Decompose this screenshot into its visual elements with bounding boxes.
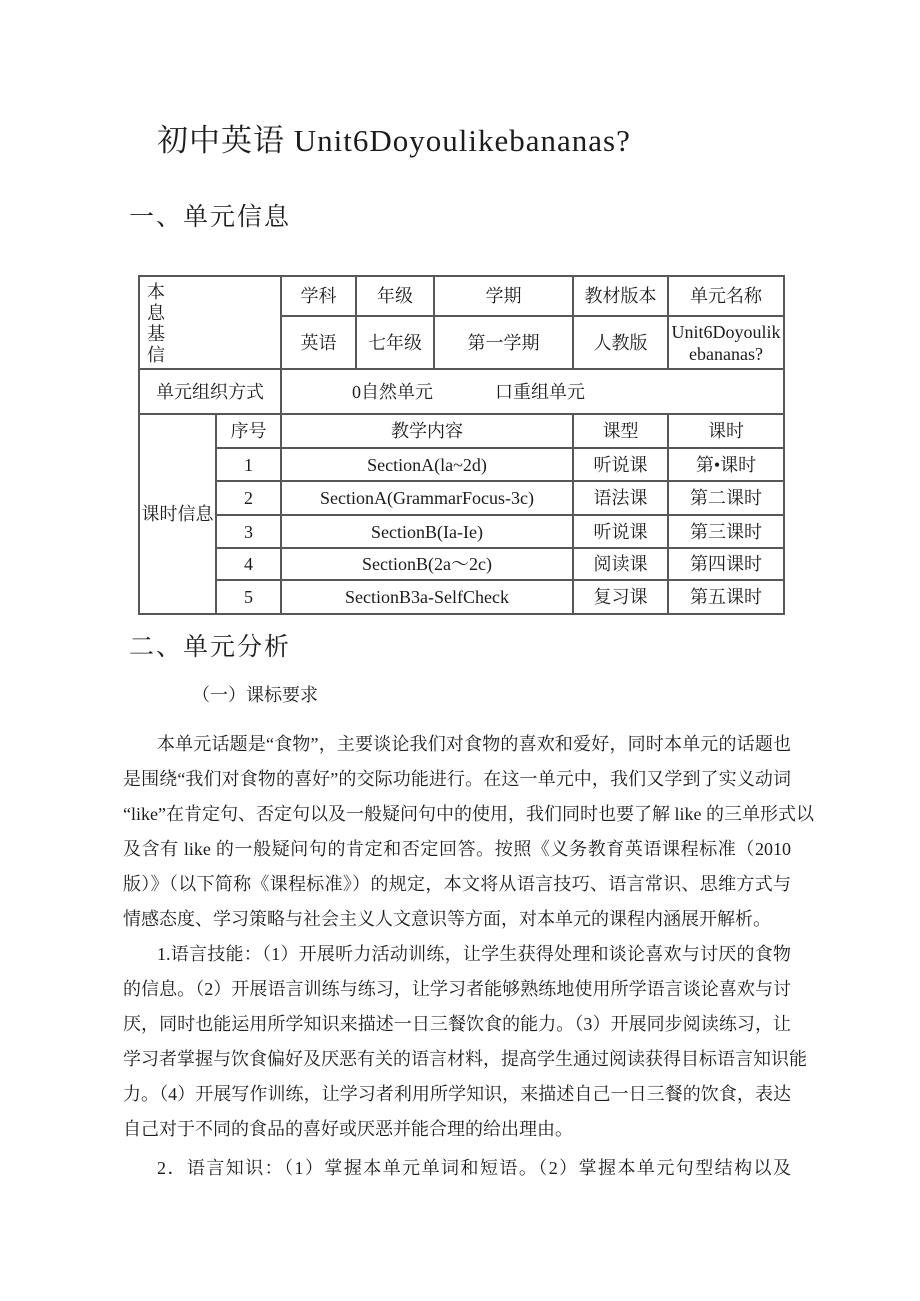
lesson-content: SectionA(la~2d): [281, 448, 573, 481]
lesson-header-content: 教学内容: [281, 414, 573, 448]
body-line: 本单元话题是“食物”，主要谈论我们对食物的喜欢和爱好，同时本单元的话题也: [157, 734, 791, 754]
body-line: 力。（4）开展写作训练，让学习者利用所学知识，来描述自己一日三餐的饮食，表达: [123, 1084, 791, 1104]
body-line: 的信息。（2）开展语言训练与练习，让学习者能够熟练地使用所学语言谈论喜欢与讨: [123, 979, 791, 999]
table-row: [139, 515, 784, 548]
lesson-no: 2: [216, 481, 281, 515]
lesson-type: 听说课: [573, 448, 668, 481]
body-line: 情感态度、学习策略与社会主义人文意识等方面，对本单元的课程内涵展开解析。: [123, 909, 771, 929]
lesson-header-no: 序号: [216, 414, 281, 448]
table-row: [139, 580, 784, 614]
unit-organization-options: [281, 369, 784, 414]
body-line: 版）》（以下简称《课程标准》）的规定，本文将从语言技巧、语言常识、思维方式与: [123, 874, 791, 894]
option-regrouped-unit: 口重组单元: [495, 381, 585, 402]
body-line: 及含有 like 的一般疑问句的肯定和否定回答。按照《义务教育英语课程标准（2010: [123, 839, 791, 859]
section-1-heading: 一、单元信息: [129, 204, 292, 231]
body-line: 1.语言技能：（1）开展听力活动训练，让学生获得处理和谈论喜欢与讨厌的食物: [157, 944, 791, 964]
unit-organization-label: 单元组织方式: [139, 369, 281, 414]
body-line: 学习者掌握与饮食偏好及厌恶有关的语言材料，提高学生通过阅读获得目标语言知识能: [123, 1049, 807, 1069]
lesson-no: 1: [216, 448, 281, 481]
document-title: 初中英语 Unit6Doyoulikebananas?: [157, 123, 631, 158]
body-line: “like”在肯定句、否定句以及一般疑问句中的使用，我们同时也要了解 like 的三单形式以: [123, 804, 814, 824]
body-text: [123, 727, 814, 1186]
unit-info-table: [138, 275, 785, 615]
body-line: 厌，同时也能运用所学知识来描述一日三餐饮食的能力。（3）开展同步阅读练习，让: [123, 1014, 791, 1034]
subsection-heading: （一）课标要求: [192, 685, 318, 705]
lesson-period: 第四课时: [668, 548, 784, 580]
lesson-header-type: 课型: [573, 414, 668, 448]
lesson-content: SectionB(Ia-Ie): [281, 515, 573, 548]
lesson-period: 第五课时: [668, 580, 784, 614]
table-row: [139, 448, 784, 481]
table-row: [139, 548, 784, 580]
lesson-period: 第二课时: [668, 481, 784, 515]
lesson-info-label: 课时信息: [139, 414, 216, 614]
basic-info-label-cell: [139, 276, 281, 369]
lesson-type: 语法课: [573, 481, 668, 515]
section-2-heading: 二、单元分析: [129, 634, 292, 661]
lesson-no: 5: [216, 580, 281, 614]
value-edition: 人教版: [573, 316, 668, 369]
lesson-content: SectionB(2a～2c): [281, 548, 573, 580]
lesson-no: 3: [216, 515, 281, 548]
lesson-content: SectionA(GrammarFocus-3c): [281, 481, 573, 515]
lesson-period: 第•课时: [668, 448, 784, 481]
header-edition: 教材版本: [573, 276, 668, 316]
basic-info-label: 本息基信: [147, 282, 165, 365]
value-grade: 七年级: [356, 316, 434, 369]
value-semester: 第一学期: [434, 316, 573, 369]
value-subject: 英语: [281, 316, 356, 369]
header-semester: 学期: [434, 276, 573, 316]
lesson-content: SectionB3a-SelfCheck: [281, 580, 573, 614]
lesson-type: 听说课: [573, 515, 668, 548]
lesson-no: 4: [216, 548, 281, 580]
body-line: 是围绕“我们对食物的喜好”的交际功能进行。在这一单元中，我们又学到了实义动词: [123, 769, 791, 789]
lesson-type: 阅读课: [573, 548, 668, 580]
header-subject: 学科: [281, 276, 356, 316]
header-grade: 年级: [356, 276, 434, 316]
lesson-type: 复习课: [573, 580, 668, 614]
lesson-header-period: 课时: [668, 414, 784, 448]
header-unit-name: 单元名称: [668, 276, 784, 316]
lesson-period: 第三课时: [668, 515, 784, 548]
table-row: [139, 481, 784, 515]
value-unit-name: Unit6Doyoulikebananas?: [668, 316, 784, 369]
body-line: 2．语言知识：（1）掌握本单元单词和短语。（2）掌握本单元句型结构以及: [157, 1158, 791, 1178]
body-line: 自己对于不同的食品的喜好或厌恶并能合理的给出理由。: [123, 1119, 573, 1139]
option-natural-unit: 0自然单元: [352, 381, 433, 402]
